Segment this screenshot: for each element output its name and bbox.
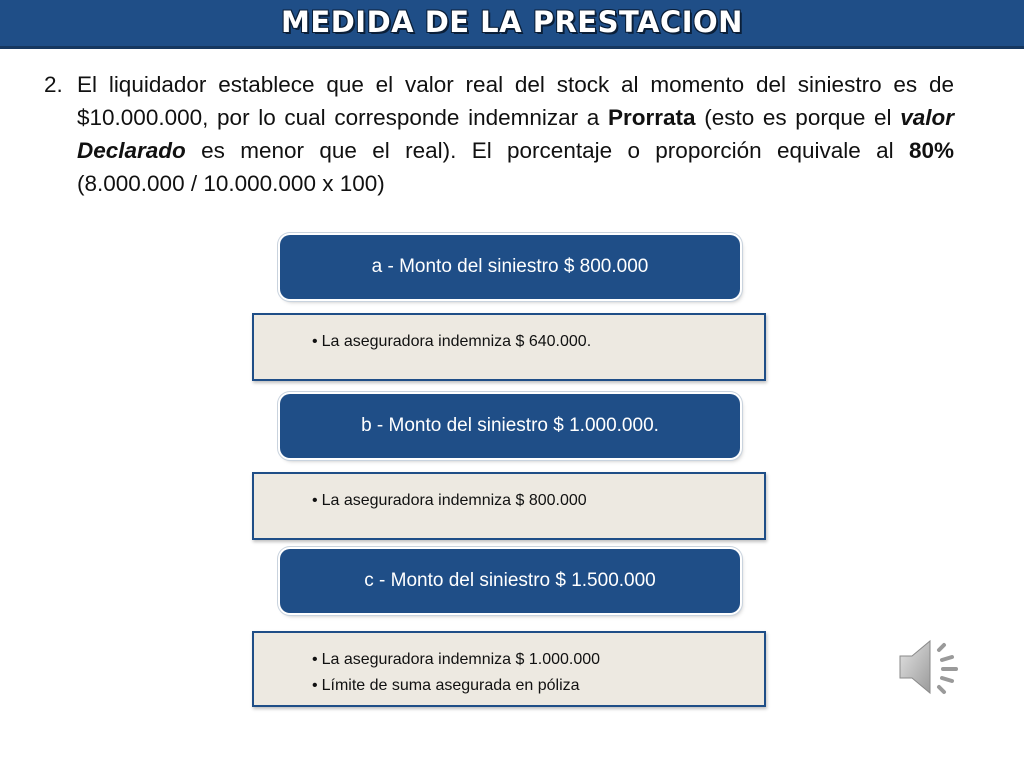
prorrata-term: Prorrata [607, 105, 696, 130]
case-b-bullet: • La aseguradora indemniza $ 800.000 [312, 488, 587, 514]
case-c-bullet-2: • Límite de suma asegurada en póliza [312, 673, 600, 699]
paragraph-text-3: es menor que el real). El porcentaje o proporción equivale al [185, 138, 909, 163]
case-a-detail [252, 313, 766, 381]
paragraph [44, 68, 954, 200]
case-c-detail [252, 631, 766, 707]
case-a-bullet: • La aseguradora indemniza $ 640.000. [312, 329, 591, 355]
paragraph-body [77, 68, 954, 200]
paragraph-text-4: (8.000.000 / 10.000.000 x 100) [77, 171, 385, 196]
title-bar [0, 0, 1024, 49]
percentage-value: 80% [908, 138, 954, 163]
case-c-header-label: c - Monto del siniestro $ 1.500.000 [364, 570, 656, 591]
speaker-icon[interactable] [896, 636, 962, 698]
case-b-detail [252, 472, 766, 540]
paragraph-text-2: (esto es porque el [695, 105, 901, 130]
case-c-header [280, 549, 740, 613]
case-a-header-label: a - Monto del siniestro $ 800.000 [371, 256, 649, 277]
case-b-header-label: b - Monto del siniestro $ 1.000.000. [361, 415, 659, 436]
paragraph-number: 2. [44, 72, 63, 97]
page-title: MEDIDA DE LA PRESTACION [281, 5, 743, 39]
case-b-header [280, 394, 740, 458]
paragraph-text-1: El liquidador establece que el valor real del stock al momento del siniestro es de $10.000.000, por lo cual corresponde indemnizar a [77, 72, 954, 130]
valor-declarado-term: valor Declarado [77, 105, 954, 163]
case-c-bullet-1: • La aseguradora indemniza $ 1.000.000 [312, 647, 600, 673]
case-a-header [280, 235, 740, 299]
